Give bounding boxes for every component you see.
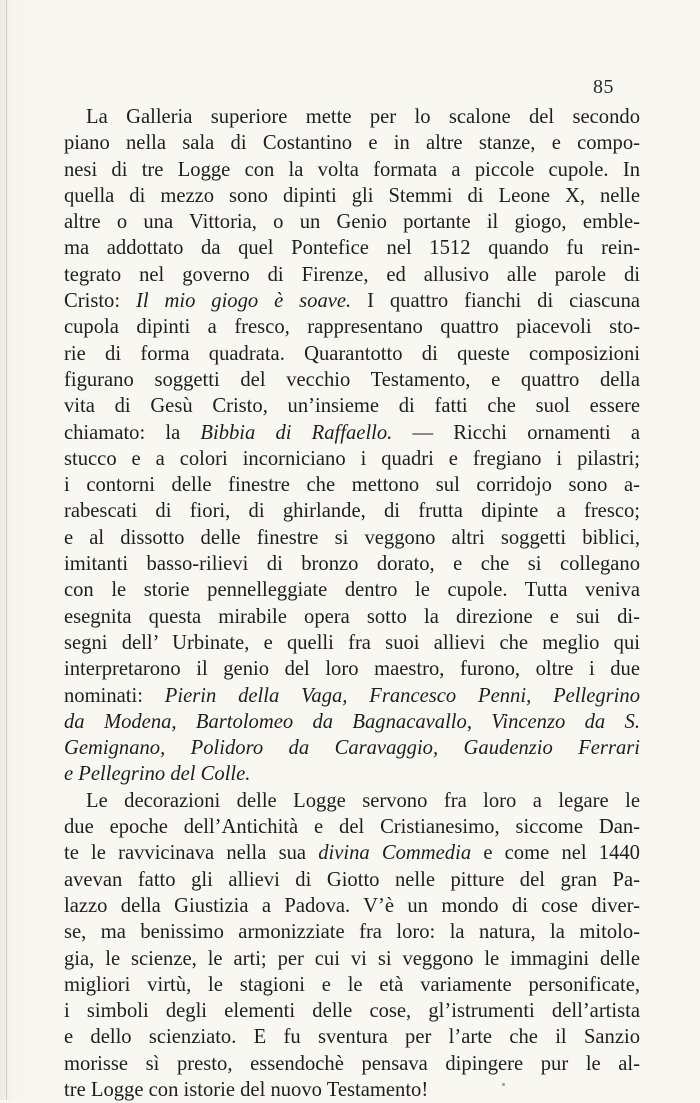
text-segment: chiamato: la xyxy=(64,421,201,444)
text-segment: I quattro fianchi di ciascuna xyxy=(351,290,641,313)
text-line xyxy=(64,130,640,156)
body-text xyxy=(64,104,640,1103)
text-segment: se, ma benissimo armonizziate fra loro: la natura, la mitolo- xyxy=(64,921,640,944)
text-segment: quella di mezzo sono dipinti gli Stemmi di Leone X, nelle xyxy=(64,184,640,207)
text-line xyxy=(64,1024,640,1050)
text-line xyxy=(64,420,640,446)
text-segment: e come nel 1440 xyxy=(471,842,640,865)
text-line xyxy=(64,998,640,1024)
text-line xyxy=(64,788,640,814)
text-line xyxy=(64,709,640,735)
text-segment: nominati: xyxy=(64,684,165,707)
text-line xyxy=(64,183,640,209)
text-segment: rabescati di fiori, di ghirlande, di frutta dipinte a fresco; xyxy=(64,500,640,523)
text-line xyxy=(64,341,640,367)
text-segment: avevan fatto gli allievi di Giotto nelle pitture del gran Pa- xyxy=(64,868,640,891)
text-line xyxy=(64,472,640,498)
text-line xyxy=(64,1077,640,1103)
text-segment: migliori virtù, le stagioni e le età variamente personificate, xyxy=(64,973,640,996)
text-segment: interpretarono il genio del loro maestro, furono, oltre i due xyxy=(64,658,640,681)
italic-text: da Modena, Bartolomeo da Bagnacavallo, Vincenzo da S. xyxy=(64,710,640,733)
paragraph xyxy=(64,104,640,788)
text-line xyxy=(64,656,640,682)
italic-text: Gemignano, Polidoro da Caravaggio, Gaudenzio Ferrari xyxy=(64,737,640,760)
text-segment: vita di Gesù Cristo, un’insieme di fatti che suol essere xyxy=(64,395,640,418)
text-segment: rie di forma quadrata. Quarantotto di queste composizioni xyxy=(64,342,640,365)
text-segment: te le ravvicinava nella sua xyxy=(64,842,319,865)
text-line xyxy=(64,1051,640,1077)
text-segment: Cristo: xyxy=(64,290,136,313)
text-segment: i simboli degli elementi delle cose, gl’istrumenti dell’artista xyxy=(64,1000,640,1023)
paragraph xyxy=(64,788,640,1103)
text-line xyxy=(64,209,640,235)
text-segment: lazzo della Giustizia a Padova. V’è un mondo di cose diver- xyxy=(64,894,640,917)
text-segment: segni dell’ Urbinate, e quelli fra suoi allievi che meglio qui xyxy=(64,631,640,654)
text-segment: esegnita questa mirabile opera sotto la direzione e sui di- xyxy=(64,605,640,628)
italic-text: e Pellegrino del Colle. xyxy=(64,763,251,786)
text-segment: nesi di tre Logge con la volta formata a piccole cupole. In xyxy=(64,158,640,181)
text-segment: e dello scienziato. E fu sventura per l’arte che il Sanzio xyxy=(64,1026,640,1049)
text-segment: stucco e a colori incorniciano i quadri e fregiano i pilastri; xyxy=(64,447,640,470)
text-line xyxy=(64,946,640,972)
text-line xyxy=(64,367,640,393)
italic-text: Il mio giogo è soave. xyxy=(135,290,352,313)
text-line xyxy=(64,393,640,419)
text-segment: tre Logge con istorie del nuovo Testamento! xyxy=(64,1078,429,1101)
text-line xyxy=(64,919,640,945)
text-line xyxy=(64,446,640,472)
text-segment: morisse sì presto, essendochè pensava dipingere pur le al- xyxy=(64,1052,640,1075)
text-segment: — Ricchi ornamenti a xyxy=(392,421,640,444)
text-segment: figurano soggetti del vecchio Testamento, e quattro della xyxy=(64,368,640,391)
text-line xyxy=(64,577,640,603)
text-line xyxy=(64,735,640,761)
text-segment: i contorni delle finestre che mettono sul corridojo sono a- xyxy=(64,474,640,497)
text-line xyxy=(64,683,640,709)
text-segment: Le decorazioni delle Logge servono fra loro a legare le xyxy=(86,789,640,812)
text-line xyxy=(64,262,640,288)
text-line xyxy=(64,893,640,919)
text-line xyxy=(64,104,640,130)
text-segment: imitanti basso-rilievi di bronzo dorato, e che si collegano xyxy=(64,553,640,576)
text-line xyxy=(64,604,640,630)
text-segment: due epoche dell’Antichità e del Cristianesimo, siccome Dan- xyxy=(64,816,640,839)
text-segment: e al dissotto delle finestre si veggono altri soggetti biblici, xyxy=(64,526,640,549)
text-line xyxy=(64,761,640,787)
binding-edge xyxy=(6,0,7,1100)
text-line xyxy=(64,157,640,183)
ink-speck xyxy=(502,1083,505,1086)
text-line xyxy=(64,867,640,893)
text-line xyxy=(64,972,640,998)
text-line xyxy=(64,551,640,577)
text-segment: piano nella sala di Costantino e in altre stanze, e compo- xyxy=(64,132,640,155)
italic-text: Pierin della Vaga, Francesco Penni, Pellegrino xyxy=(164,684,640,707)
page-number: 85 xyxy=(593,76,614,98)
text-line xyxy=(64,498,640,524)
text-line xyxy=(64,235,640,261)
text-line xyxy=(64,840,640,866)
text-segment: ma addottato da quel Pontefice nel 1512 quando fu rein- xyxy=(64,237,640,260)
italic-text: divina Commedia xyxy=(318,842,472,865)
italic-text: Bibbia di Raffaello. xyxy=(200,421,393,444)
text-segment: gia, le scienze, le arti; per cui vi si veggono le immagini delle xyxy=(64,947,640,970)
text-segment: tegrato nel governo di Firenze, ed allusivo alle parole di xyxy=(64,263,640,286)
text-segment: altre o una Vittoria, o un Genio portante il giogo, emble- xyxy=(64,211,640,234)
text-line xyxy=(64,525,640,551)
text-line xyxy=(64,630,640,656)
text-line xyxy=(64,314,640,340)
text-line xyxy=(64,814,640,840)
text-segment: cupola dipinti a fresco, rappresentano quattro piacevoli sto- xyxy=(64,316,640,339)
text-segment: La Galleria superiore mette per lo scalone del secondo xyxy=(86,106,640,128)
text-line xyxy=(64,288,640,314)
text-segment: con le storie pennelleggiate dentro le cupole. Tutta veniva xyxy=(64,579,640,602)
